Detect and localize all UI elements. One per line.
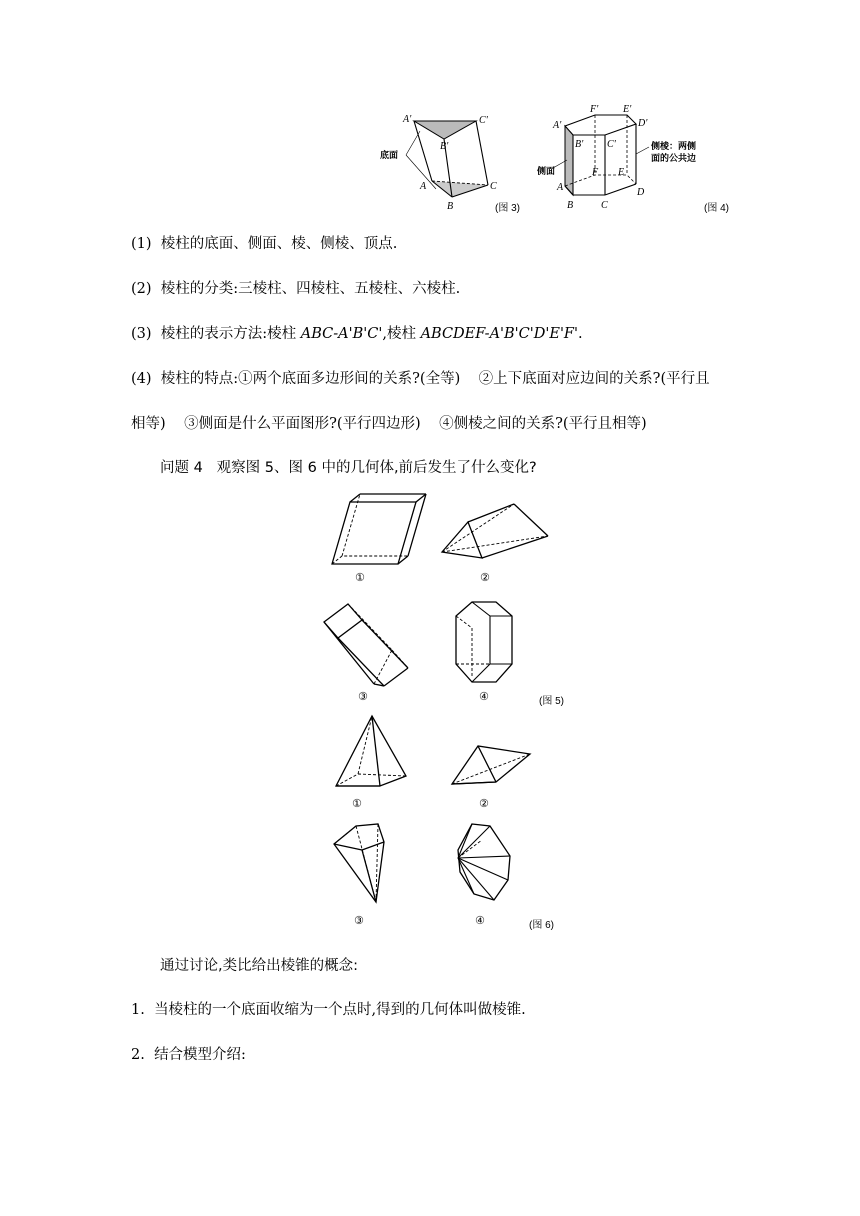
prism-notation: ABC-A'B'C' (300, 326, 383, 342)
question-text: 观察图 5、图 6 中的几何体,前后发生了什么变化? (216, 460, 537, 476)
figure-5-prism-3 (322, 600, 412, 690)
item-1 (131, 232, 397, 253)
figure-5-prism-1 (328, 490, 428, 570)
figure-5-label-1: ① (355, 571, 365, 584)
figure-3-caption: (图 3) (495, 203, 520, 214)
vertex-label: A (557, 182, 564, 193)
vertex-label: D' (638, 118, 648, 129)
vertex-label: A' (403, 114, 412, 125)
vertex-label: E (618, 167, 625, 178)
vertex-label: F (592, 167, 599, 178)
prism-notation: ABCDEF-A'B'C'D'E'F' (420, 326, 578, 342)
item-text: 棱柱的底面、侧面、棱、侧棱、顶点. (160, 236, 398, 252)
vertex-label: A' (553, 120, 562, 131)
item-text: 棱柱的表示方法:棱柱 (160, 326, 301, 342)
item-number: (1) (131, 236, 152, 252)
vertex-label: F' (590, 104, 599, 115)
figure-6-pyramid-4 (454, 820, 518, 906)
figure-5-label-2: ② (480, 571, 490, 584)
vertex-label: B (447, 201, 454, 212)
figure-6-label-3-left: ③ (354, 914, 364, 927)
vertex-label: C' (607, 139, 616, 150)
base-label: 底面 (380, 151, 399, 161)
point-text: 结合模型介绍: (154, 1047, 246, 1063)
vertex-label: C' (479, 115, 488, 126)
item-text: 棱柱的分类:三棱柱、四棱柱、五棱柱、六棱柱. (160, 281, 461, 297)
point-text: 当棱柱的一个底面收缩为一个点时,得到的几何体叫做棱锥. (154, 1002, 526, 1018)
question-label: 问题 4 (160, 460, 203, 476)
vertex-label: A (420, 181, 427, 192)
question-4 (160, 456, 537, 477)
figure-6-caption: (图 6) (529, 920, 554, 931)
lateral-edge-label: 面的公共边 (651, 154, 697, 164)
item-text: . (577, 326, 583, 342)
item-4 (131, 367, 710, 388)
figure-5-prism-4 (452, 600, 516, 686)
figure-5-label-3: ③ (358, 690, 368, 703)
point-number: 2. (131, 1047, 145, 1063)
vertex-label: C (490, 181, 497, 192)
item-text: ,棱柱 (382, 326, 421, 342)
vertex-label: B' (575, 139, 584, 150)
item-number: (3) (131, 326, 152, 342)
item-2 (131, 277, 460, 298)
point-1 (131, 998, 526, 1019)
vertex-label: B (567, 200, 574, 211)
figure-5-caption: (图 5) (539, 696, 564, 707)
figure-5-prism-2 (438, 502, 558, 562)
figure-4-caption: (图 4) (704, 203, 729, 214)
vertex-label: E' (623, 104, 632, 115)
figure-6-label-3: ④ (475, 914, 485, 927)
lateral-edge-label: 侧棱：两侧 (651, 142, 697, 152)
figure-6-pyramid-3 (332, 822, 388, 906)
item-number: (2) (131, 281, 152, 297)
point-2 (131, 1043, 246, 1064)
discussion-heading: 通过讨论,类比给出棱锥的概念: (160, 958, 358, 974)
figure-6-pyramid-2 (450, 740, 534, 788)
figure-6-pyramid-1 (334, 714, 410, 790)
item-number: (4) (131, 371, 152, 387)
figure-6-label-1: ① (352, 797, 362, 810)
item-3 (131, 322, 583, 343)
vertex-label: D (637, 187, 645, 198)
vertex-label: C (601, 200, 608, 211)
point-number: 1. (131, 1002, 145, 1018)
figure-4-hexagonal-prism (535, 102, 735, 212)
vertex-label: B' (440, 141, 449, 152)
figure-6-label-2: ② (479, 797, 489, 810)
item-4-continued: 相等) ③侧面是什么平面图形?(平行四边形) ④侧棱之间的关系?(平行且相等) (131, 416, 647, 432)
side-face-label: 侧面 (537, 167, 556, 177)
item-text: 棱柱的特点:①两个底面多边形间的关系?(全等) ②上下底面对应边间的关系?(平行且 (160, 371, 710, 387)
figure-5-label-4: ④ (479, 690, 489, 703)
